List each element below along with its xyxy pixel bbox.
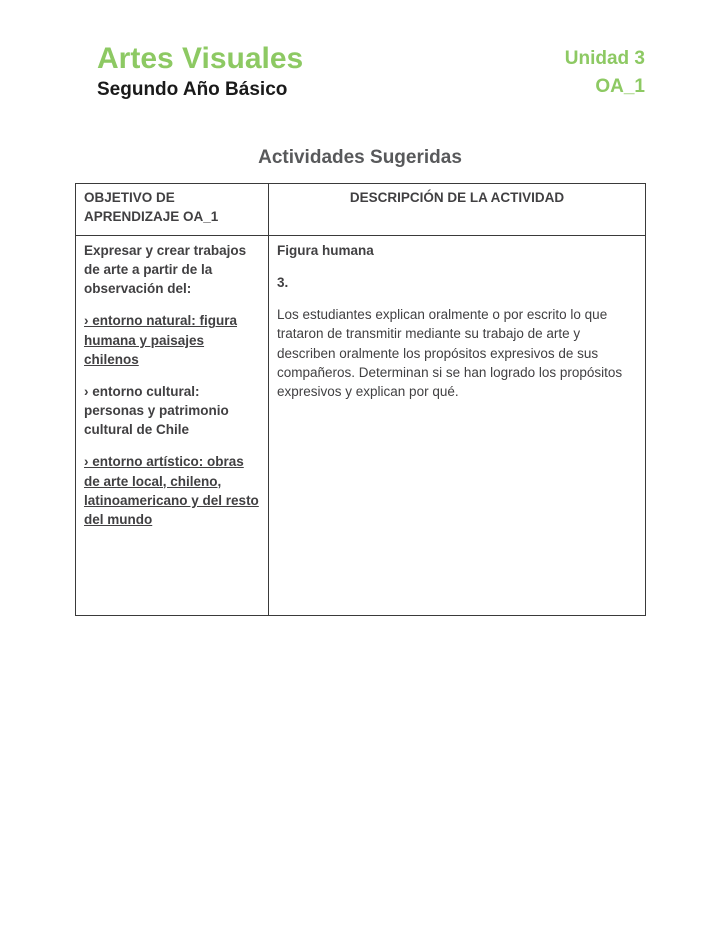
table-body-row [76, 236, 646, 616]
objective-item-artistico: › entorno artístico: obras de arte local, chileno, latinoamericano y del resto del mundo [84, 454, 259, 527]
activity-title: Figura humana [277, 243, 374, 258]
table-header-row [76, 184, 646, 236]
activities-table [75, 183, 646, 616]
objective-cell [76, 236, 269, 616]
document-header [97, 42, 645, 100]
description-cell [269, 236, 646, 616]
activity-body: Los estudiantes explican oralmente o por escrito lo que trataron de transmitir mediante su trabajo de arte y describen oralmente los propósitos expresivos de sus compañeros. Determinan si se han logrado los propósitos expresivos y explican por qué. [277, 307, 623, 399]
unit-label: Unidad 3 [564, 48, 645, 70]
objective-column-header: OBJETIVO DE APRENDIZAJE OA_1 [76, 184, 269, 236]
header-right [565, 45, 645, 100]
grade-subtitle: Segundo Año Básico [97, 78, 288, 100]
objective-intro: Expresar y crear trabajos de arte a partir de la observación del: [84, 243, 247, 297]
oa-code-label: OA_1 [595, 75, 645, 97]
course-title: Artes Visuales [97, 42, 304, 75]
activity-number: 3. [277, 275, 289, 291]
section-title: Actividades Sugeridas [258, 147, 462, 168]
objective-item-cultural: › entorno cultural: personas y patrimonio cultural de Chile [84, 383, 229, 438]
header-left [97, 42, 303, 100]
description-column-header: DESCRIPCIÓN DE LA ACTIVIDAD [269, 184, 646, 236]
objective-item-natural: › entorno natural: figura humana y paisajes chilenos [84, 313, 237, 367]
